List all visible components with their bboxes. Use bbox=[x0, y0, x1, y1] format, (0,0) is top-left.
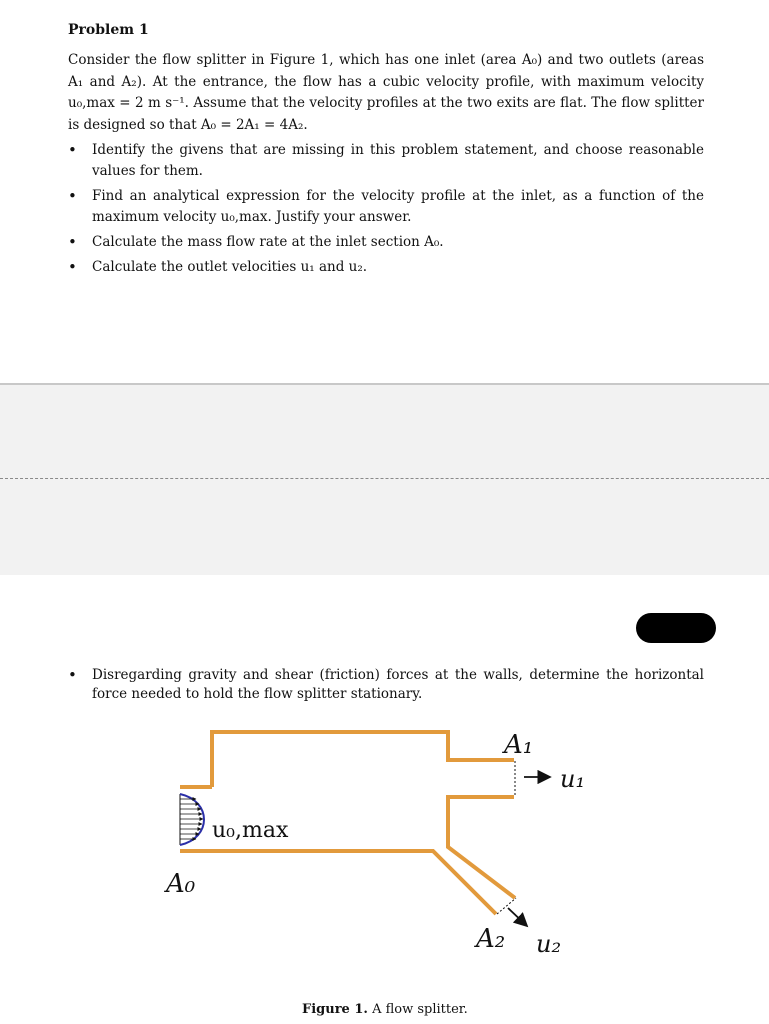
redaction-blob bbox=[636, 613, 716, 643]
inlet-bottom-wall bbox=[180, 851, 496, 914]
question-list bbox=[68, 140, 704, 282]
u2-arrow bbox=[508, 908, 527, 926]
caption-text: A flow splitter. bbox=[367, 1002, 468, 1017]
caption-label: Figure 1. bbox=[302, 1002, 368, 1017]
problem-section bbox=[0, 0, 769, 383]
force-question bbox=[68, 666, 704, 704]
question-item: • Calculate the outlet velocities u₁ and u₂. bbox=[68, 257, 704, 278]
middle-wall bbox=[448, 797, 515, 898]
problem-intro: Consider the flow splitter in Figure 1, which has one inlet (area A₀) and two outlets (areas A₁ and A₂). At the entrance, the flow has a cubic velocity profile, with maximum velocity u₀,max = 2 m s⁻¹. Assume that the velocity profiles at the two exits are flat. The flow splitter is designed so that A₀ = 2A₁ = 4A₂. bbox=[68, 52, 704, 133]
question-item: • Disregarding gravity and shear (friction) forces at the walls, determine the horizontal force needed to hold the flow splitter stationary. bbox=[68, 666, 704, 704]
separator-band bbox=[0, 383, 769, 577]
problem-title: Problem 1 bbox=[68, 22, 149, 38]
figure-caption bbox=[302, 1002, 468, 1017]
question-item: • Calculate the mass flow rate at the inlet section A₀. bbox=[68, 232, 704, 253]
question-item: • Find an analytical expression for the velocity profile at the inlet, as a function of the maximum velocity u₀,max. Justify your answer. bbox=[68, 186, 704, 228]
label-a0: A₀ bbox=[166, 869, 196, 899]
outlet2-dotted-line bbox=[497, 898, 516, 914]
question-item: • Identify the givens that are missing in this problem statement, and choose reasonable values for them. bbox=[68, 140, 704, 182]
label-a2: A₂ bbox=[476, 924, 506, 954]
label-u1: u₁ bbox=[560, 765, 586, 793]
inlet-velocity-profile bbox=[180, 794, 204, 845]
top-wall bbox=[212, 732, 514, 787]
flow-splitter-figure bbox=[0, 715, 769, 1005]
dashed-divider bbox=[0, 478, 769, 479]
label-u2: u₂ bbox=[536, 930, 562, 958]
label-u0max: u₀,max bbox=[212, 818, 289, 843]
label-a1: A₁ bbox=[504, 730, 534, 760]
